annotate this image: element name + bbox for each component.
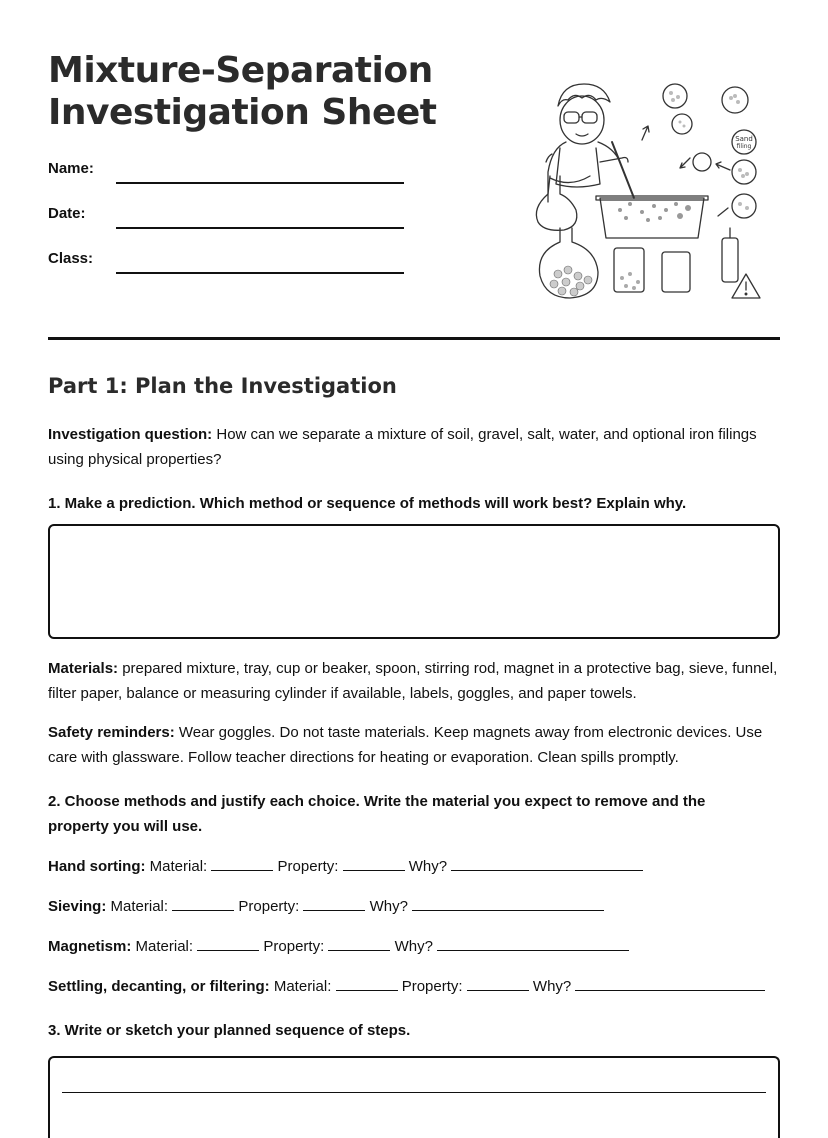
question-text: How can we separate a mixture of soil, gravel, salt, water, and optional iron filings using physical properties? <box>48 426 757 468</box>
property-label: Property: <box>238 898 300 915</box>
materials-label: Materials: <box>48 660 119 677</box>
sequence-answer-box[interactable] <box>48 1056 780 1138</box>
material-label: Material: <box>110 898 169 915</box>
method-row-magnetism <box>48 936 629 957</box>
why-label: Why? <box>394 938 433 955</box>
safety-paragraph <box>48 720 780 770</box>
name-label: Name: <box>48 160 94 177</box>
property-blank[interactable] <box>467 976 529 991</box>
why-label: Why? <box>369 898 408 915</box>
safety-text: Wear goggles. Do not taste materials. Keep magnets away from electronic devices. Use care with glassware. Follow teacher directions for heating or evaporation. Clean spills promptly. <box>48 724 763 766</box>
property-label: Property: <box>277 858 339 875</box>
worksheet-title <box>48 50 468 134</box>
property-blank[interactable] <box>328 936 390 951</box>
method-name: Hand sorting: <box>48 858 146 875</box>
property-label: Property: <box>401 978 463 995</box>
why-label: Why? <box>408 858 448 875</box>
material-blank[interactable] <box>336 976 398 991</box>
why-blank[interactable] <box>437 936 629 951</box>
material-label: Material: <box>135 938 194 955</box>
material-label: Material: <box>273 978 332 995</box>
why-blank[interactable] <box>451 856 643 871</box>
sand-label-line-2: filing <box>736 143 752 150</box>
property-label: Property: <box>263 938 325 955</box>
why-label: Why? <box>532 978 572 995</box>
material-blank[interactable] <box>211 856 273 871</box>
scientist-illustration <box>530 78 782 318</box>
safety-label: Safety reminders: <box>48 724 175 741</box>
header-divider <box>48 337 780 340</box>
method-name: Sieving: <box>48 898 107 915</box>
materials-text: prepared mixture, tray, cup or beaker, spoon, stirring rod, magnet in a protective bag, sieve, funnel, filter paper, balance or measuring cylinder if available, labels, goggles, and paper towels. <box>48 660 778 702</box>
method-row-settling <box>48 976 765 997</box>
property-blank[interactable] <box>303 896 365 911</box>
title-line-2: Investigation Sheet <box>48 92 437 133</box>
question-1: 1. Make a prediction. Which method or sequence of methods will work best? Explain why. <box>48 495 687 512</box>
why-blank[interactable] <box>575 976 765 991</box>
material-blank[interactable] <box>172 896 234 911</box>
method-row-hand-sorting <box>48 856 643 877</box>
materials-paragraph <box>48 656 780 706</box>
title-line-1: Mixture-Separation <box>48 50 433 91</box>
date-field[interactable] <box>48 205 408 229</box>
method-row-sieving <box>48 896 604 917</box>
question-label: Investigation question: <box>48 426 213 443</box>
name-line[interactable] <box>116 182 404 184</box>
property-blank[interactable] <box>343 856 405 871</box>
part1-heading: Part 1: Plan the Investigation <box>48 374 397 398</box>
class-field[interactable] <box>48 250 408 274</box>
class-label: Class: <box>48 250 94 267</box>
name-field[interactable] <box>48 160 408 184</box>
question-2: 2. Choose methods and justify each choice. Write the material you expect to remove and the property you will use. <box>48 793 706 835</box>
prediction-answer-box[interactable] <box>48 524 780 639</box>
date-line[interactable] <box>116 227 404 229</box>
class-line[interactable] <box>116 272 404 274</box>
date-label: Date: <box>48 205 86 222</box>
sand-label-line-1: Sand <box>735 135 753 143</box>
question-3: 3. Write or sketch your planned sequence of steps. <box>48 1022 411 1039</box>
material-label: Material: <box>149 858 208 875</box>
method-name: Settling, decanting, or filtering: <box>48 978 270 995</box>
why-blank[interactable] <box>412 896 604 911</box>
method-name: Magnetism: <box>48 938 132 955</box>
material-blank[interactable] <box>197 936 259 951</box>
answer-line[interactable] <box>62 1092 766 1093</box>
investigation-question <box>48 422 780 472</box>
